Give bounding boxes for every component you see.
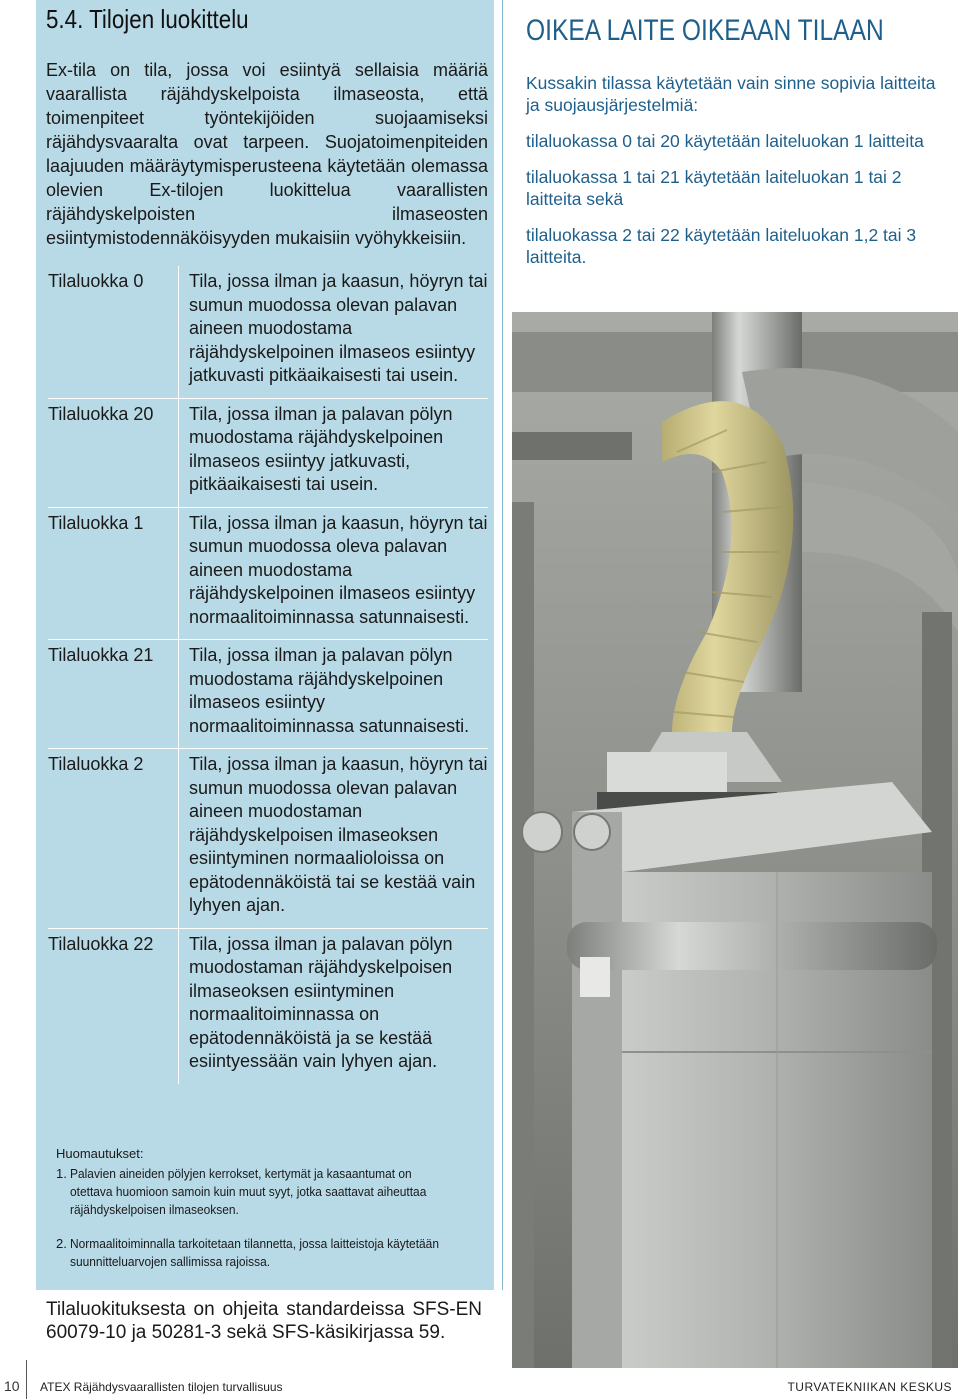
class-name: Tilaluokka 2 <box>48 754 144 774</box>
footer-publisher: TURVATEKNIIKAN KESKUS <box>787 1380 952 1394</box>
class-row-2 <box>48 749 488 929</box>
column-divider <box>502 0 503 1290</box>
sidebar-paragraph: tilaluokassa 2 tai 22 käytetään laiteluokan 1,2 tai 3 laitteita. <box>526 225 917 267</box>
page-number: 10 <box>4 1378 20 1394</box>
class-row-22 <box>48 929 488 1084</box>
class-name: Tilaluokka 0 <box>48 271 144 291</box>
note-number: 1. <box>56 1166 67 1181</box>
class-description: Tila, jossa ilman ja palavan pölyn muodostama räjähdyskelpoinen ilmaseos esiintyy normaalitoiminnassa satunnaisesti. <box>178 640 488 748</box>
equipment-photo <box>512 312 958 1368</box>
standards-reference: Tilaluokituksesta on ohjeita standardeissa SFS-EN 60079-10 ja 50281-3 sekä SFS-käsikirjassa 59. <box>46 1299 482 1343</box>
sidebar-paragraph: Kussakin tilassa käytetään vain sinne sopivia laitteita ja suojausjärjestelmiä: <box>526 73 936 115</box>
intro-paragraph: Ex-tila on tila, jossa voi esiintyä sellaisia määriä vaarallista räjähdyskelpoista ilmaseosta, että toimenpiteet työntekijöiden suojaamiseksi räjähdysvaaralta ovat tarpeen. Suojatoimenpiteiden laajuuden määräytymisperusteena käytetään olemassa olevien Ex-tilojen luokittelua vaarallisten räjähdyskelpoisten ilmaseosten esiintymistodennäköisyyden mukaisiin vyöhykkeisiin. <box>46 60 488 248</box>
class-name: Tilaluokka 20 <box>48 403 154 424</box>
sidebar-paragraph: tilaluokassa 1 tai 21 käytetään laiteluokan 1 tai 2 laitteita sekä <box>526 167 902 209</box>
note-item <box>56 1235 486 1271</box>
class-row-21 <box>48 640 488 749</box>
class-name: Tilaluokka 22 <box>48 933 154 954</box>
notes-heading: Huomautukset: <box>56 1146 144 1161</box>
page-number-rule <box>26 1360 27 1399</box>
class-description: Tila, jossa ilman ja palavan pölyn muodostama räjähdyskelpoinen ilmaseos esiintyy jatkuvasti, pitkäaikaisesti tai usein. <box>178 399 488 507</box>
class-row-0 <box>48 266 488 399</box>
class-name: Tilaluokka 1 <box>48 512 144 533</box>
sidebar-title: OIKEA LAITE OIKEAAN TILAAN <box>526 14 884 47</box>
note-text: Palavien aineiden pölyjen kerrokset, kertymät ja kasaantumat on otettava huomioon samoin kuin muut syyt, jotka saattavat aiheuttaa räjähdyskelpoisen ilmaseoksen. <box>70 1166 427 1217</box>
footer-publication-title: ATEX Räjähdysvaarallisten tilojen turvallisuus <box>40 1380 283 1394</box>
class-description: Tila, jossa ilman ja kaasun, höyryn tai sumun muodossa olevan palavan aineen muodostaman räjähdyskelpoisen ilmaseoksen esiintyminen normaalioloissa on epätodennäköistä tai se kestää vain lyhyen ajan. <box>178 749 488 928</box>
section-title: 5.4. Tilojen luokittelu <box>46 4 249 34</box>
sidebar-paragraph: tilaluokassa 0 tai 20 käytetään laiteluokan 1 laitteita <box>526 131 924 151</box>
notes <box>56 1145 486 1271</box>
note-number: 2. <box>56 1236 67 1251</box>
class-row-1 <box>48 508 488 641</box>
zone-classification-table <box>48 266 488 1084</box>
note-item <box>56 1165 486 1219</box>
class-description: Tila, jossa ilman ja kaasun, höyryn tai sumun muodossa oleva palavan aineen muodostama räjähdyskelpoinen ilmaseos esiintyy normaalitoiminnassa satunnaisesti. <box>178 508 488 640</box>
class-name: Tilaluokka 21 <box>48 645 154 665</box>
sidebar-body <box>526 72 946 282</box>
note-text: Normaalitoiminnalla tarkoitetaan tilannetta, jossa laitteistoja käytetään suunnitteluarvojen sallimissa rajoissa. <box>70 1236 439 1269</box>
class-description: Tila, jossa ilman ja palavan pölyn muodostaman räjähdyskelpoisen ilmaseoksen esiintyminen normaalitoiminnassa on epätodennäköistä ja se kestää esiintyessään vain lyhyen ajan. <box>178 929 488 1084</box>
class-description: Tila, jossa ilman ja kaasun, höyryn tai sumun muodossa olevan palavan aineen muodostama räjähdyskelpoinen ilmaseos esiintyy jatkuvasti pitkäaikaisesti tai usein. <box>178 266 488 398</box>
class-row-20 <box>48 399 488 508</box>
